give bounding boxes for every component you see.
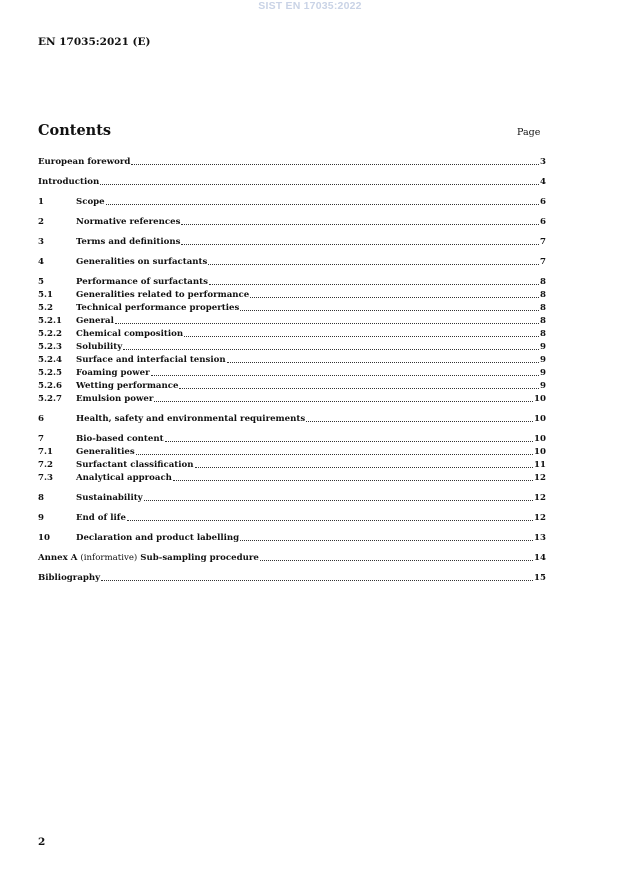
toc-entry-1[interactable] (38, 196, 546, 208)
toc-entry-title: Generalities (76, 447, 135, 457)
toc-entry-title: Chemical composition (76, 329, 184, 339)
toc-entry-number: 1 (38, 197, 44, 207)
toc-entry-title: Generalities related to performance (76, 290, 250, 300)
toc-entry-5-2-4[interactable] (38, 354, 546, 366)
toc-entry-number: 5.2.6 (38, 381, 62, 391)
toc-entry-7-1[interactable] (38, 446, 546, 458)
leader-dots (240, 539, 533, 541)
toc-entry-5-2-7[interactable] (38, 393, 546, 405)
watermark: SIST EN 17035:2022 (258, 0, 362, 12)
toc-entry-title: Sustainability (76, 493, 143, 503)
toc-entry-5-2-1[interactable] (38, 315, 546, 327)
leader-dots (151, 374, 539, 376)
toc-entry-4[interactable] (38, 256, 546, 268)
toc-entry-title: Scope (76, 197, 105, 207)
toc-entry-7-2[interactable] (38, 459, 546, 471)
toc-entry-number: 10 (38, 533, 50, 543)
toc-entry-title: Normative references (76, 217, 181, 227)
toc-entry-page: 9 (540, 342, 546, 352)
leader-dots (165, 440, 533, 442)
toc-entry-page: 11 (534, 460, 546, 470)
toc-entry-page: 9 (540, 381, 546, 391)
toc-entry-number: 5.2.5 (38, 368, 62, 378)
toc-entry-10[interactable] (38, 532, 546, 544)
leader-dots (260, 559, 533, 561)
toc-entry-title: Performance of surfactants (76, 277, 208, 287)
toc-entry-title: Generalities on surfactants (76, 257, 208, 267)
toc-entry-7-3[interactable] (38, 472, 546, 484)
toc-entry-page: 9 (540, 368, 546, 378)
leader-dots (209, 283, 539, 285)
toc-entry-number: 7.3 (38, 473, 53, 483)
toc-entry-9[interactable] (38, 512, 546, 524)
toc-entry-5-2-6[interactable] (38, 380, 546, 392)
toc-entry-page: 8 (540, 277, 546, 287)
toc-entry-number: 5.2.2 (38, 329, 62, 339)
toc-entry-page: 10 (534, 434, 546, 444)
toc-entry-title: Analytical approach (76, 473, 172, 483)
toc-entry-page: 13 (534, 533, 546, 543)
toc-entry-5-2[interactable] (38, 302, 546, 314)
toc-entry-bibliography[interactable] (38, 572, 546, 584)
toc-entry-5-1[interactable] (38, 289, 546, 301)
leader-dots (227, 361, 539, 363)
toc-entry-page: 8 (540, 303, 546, 313)
toc-entry-page: 12 (534, 493, 546, 503)
toc-entry-title: Health, safety and environmental requirements (76, 414, 306, 424)
leader-dots (123, 348, 539, 350)
toc-entry-european-foreword[interactable] (38, 156, 546, 168)
leader-dots (306, 420, 533, 422)
leader-dots (181, 223, 539, 225)
annex-title: Sub-sampling procedure (140, 553, 259, 563)
toc-entry-title: Technical performance properties (76, 303, 240, 313)
toc-entry-number: 6 (38, 414, 44, 424)
toc-entry-page: 8 (540, 316, 546, 326)
toc-entry-title: Bio-based content (76, 434, 164, 444)
toc-entry-page: 14 (534, 553, 546, 563)
toc-entry-title: Declaration and product labelling (76, 533, 240, 543)
leader-dots (240, 309, 539, 311)
leader-dots (208, 263, 539, 265)
toc-entry-8[interactable] (38, 492, 546, 504)
leader-dots (181, 243, 539, 245)
toc-entry-number: 5.2.3 (38, 342, 62, 352)
toc-entry-page: 10 (534, 394, 546, 404)
toc-entry-page: 6 (540, 217, 546, 227)
leader-dots (173, 479, 533, 481)
toc-entry-3[interactable] (38, 236, 546, 248)
toc-entry-page: 10 (534, 447, 546, 457)
contents-heading: Contents (38, 122, 112, 139)
page-number: 2 (38, 836, 46, 848)
toc-entry-number: 5.1 (38, 290, 53, 300)
toc-entry-5-2-3[interactable] (38, 341, 546, 353)
toc-entry-title (38, 552, 259, 564)
toc-entry-page: 12 (534, 473, 546, 483)
toc-entry-page: 10 (534, 414, 546, 424)
toc-entry-number: 5.2.7 (38, 394, 62, 404)
toc-entry-number: 4 (38, 257, 44, 267)
toc-entry-2[interactable] (38, 216, 546, 228)
toc-entry-page: 8 (540, 290, 546, 300)
toc-entry-title: Surface and interfacial tension (76, 355, 226, 365)
toc-entry-number: 5.2 (38, 303, 53, 313)
toc-entry-page: 12 (534, 513, 546, 523)
toc-entry-number: 7.1 (38, 447, 53, 457)
page-column-label: Page (517, 127, 541, 138)
toc-entry-title: European foreword (38, 157, 131, 167)
toc-entry-page: 6 (540, 197, 546, 207)
leader-dots (184, 335, 539, 337)
toc-entry-number: 8 (38, 493, 44, 503)
leader-dots (195, 466, 534, 468)
leader-dots (154, 400, 533, 402)
leader-dots (127, 519, 533, 521)
toc-entry-number: 7.2 (38, 460, 53, 470)
toc-entry-number: 7 (38, 434, 44, 444)
toc-entry-7[interactable] (38, 433, 546, 445)
annex-type: (informative) (80, 553, 138, 563)
toc-entry-6[interactable] (38, 413, 546, 425)
toc-entry-page: 7 (540, 237, 546, 247)
toc-entry-title: Introduction (38, 177, 100, 187)
toc-entry-title: Emulsion power (76, 394, 154, 404)
leader-dots (144, 499, 533, 501)
toc-entry-annex-a[interactable] (38, 552, 546, 564)
leader-dots (115, 322, 539, 324)
toc-entry-title: General (76, 316, 114, 326)
toc-entry-title: Foaming power (76, 368, 150, 378)
leader-dots (179, 387, 539, 389)
toc-entry-title: Bibliography (38, 573, 101, 583)
toc-entry-page: 4 (540, 177, 546, 187)
leader-dots (101, 579, 533, 581)
leader-dots (106, 203, 539, 205)
toc-entry-number: 5 (38, 277, 44, 287)
annex-label: Annex A (38, 553, 78, 563)
toc-entry-title: End of life (76, 513, 126, 523)
leader-dots (250, 296, 539, 298)
leader-dots (100, 183, 539, 185)
toc-entry-page: 15 (534, 573, 546, 583)
toc-entry-title: Surfactant classification (76, 460, 194, 470)
toc-entry-5-2-5[interactable] (38, 367, 546, 379)
toc-entry-page: 3 (540, 157, 546, 167)
leader-dots (136, 453, 533, 455)
toc-entry-introduction[interactable] (38, 176, 546, 188)
toc-entry-number: 5.2.1 (38, 316, 62, 326)
leader-dots (131, 163, 539, 165)
toc-entry-title: Wetting performance (76, 381, 179, 391)
toc-entry-number: 5.2.4 (38, 355, 62, 365)
toc-entry-page: 7 (540, 257, 546, 267)
document-id: EN 17035:2021 (E) (38, 36, 151, 48)
toc-entry-number: 2 (38, 217, 44, 227)
toc-entry-5[interactable] (38, 276, 546, 288)
toc-entry-number: 3 (38, 237, 44, 247)
toc-entry-number: 9 (38, 513, 44, 523)
toc-entry-title: Terms and definitions (76, 237, 181, 247)
toc-entry-title: Solubility (76, 342, 123, 352)
toc-entry-page: 8 (540, 329, 546, 339)
toc-entry-5-2-2[interactable] (38, 328, 546, 340)
toc-entry-page: 9 (540, 355, 546, 365)
